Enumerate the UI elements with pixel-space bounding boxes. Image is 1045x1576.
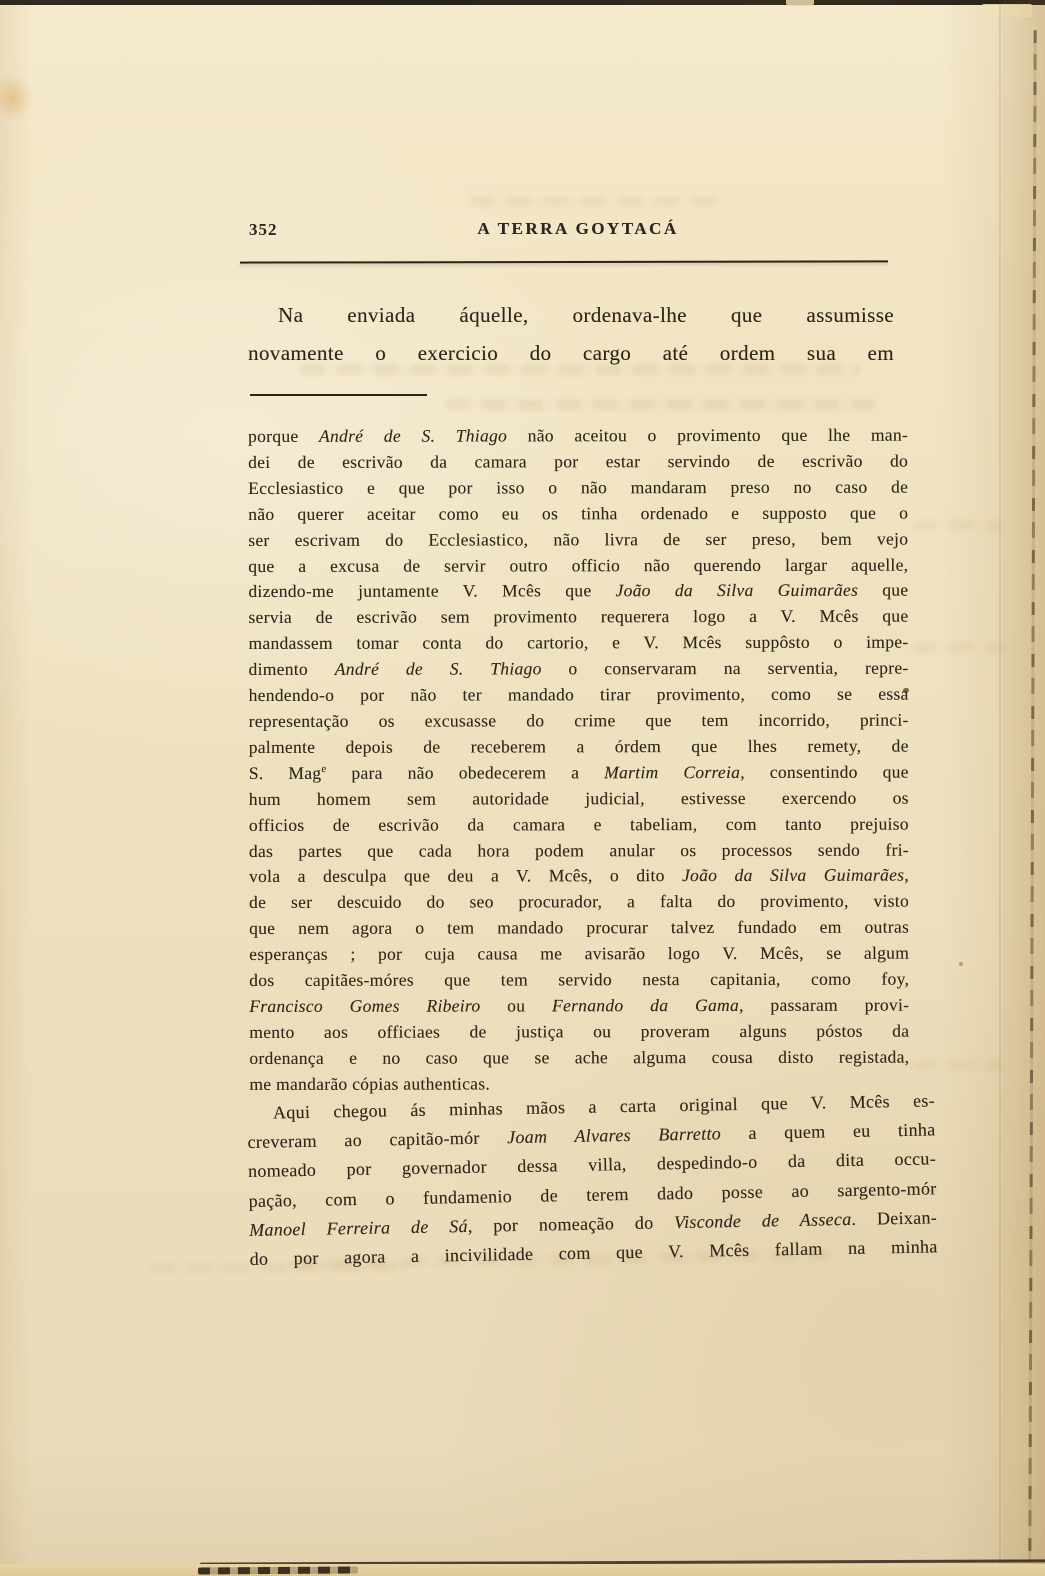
text-line: do por agora a incivilidade com que V. Mcês fallam na minha [249, 1236, 938, 1269]
text-line: Na enviada áquelle, ordenava-lhe que assumisse [278, 303, 894, 327]
text-line: que a excusa de servir outro officio não querendo largar aquelle, [248, 554, 909, 576]
text-line: mento aos officiaes de justiça ou proveram alguns póstos da [249, 1020, 910, 1042]
text-line: servia de escrivão sem provimento requerera logo a V. Mcês que [248, 605, 909, 628]
text-line: dei de escrivão da camara por estar servindo de escrivão do [248, 450, 909, 472]
text-line: me mandarão cópias authenticas. [249, 1073, 490, 1094]
quote-separator-rule [250, 394, 427, 396]
page-header-title: A TERRA GOYTACÁ [477, 219, 679, 238]
bleed-through-artifact [445, 399, 875, 410]
intro-paragraph [248, 296, 894, 372]
text-line: creveram ao capitão-mór Joam Alvares Barretto a quem eu tinha [247, 1119, 936, 1153]
text-line: Ecclesiastico e que por isso o não mandaram preso no caso de [248, 476, 909, 498]
text-line: das partes que cada hora podem anular os processos sendo fri- [248, 839, 909, 861]
scan-top-edge-notch [786, 0, 814, 6]
page-bottom-edge-texture [198, 1566, 358, 1574]
text-line: novamente o exercicio do cargo até ordem sua em [248, 341, 894, 365]
quoted-letter-block [248, 423, 909, 1098]
bleed-through-artifact [912, 642, 1007, 653]
text-line: pação, com o fundamenio de terem dado posse ao sargento-mór [248, 1177, 937, 1211]
text-line: officios de escrivão da camara e tabeliam, com tanto prejuiso [248, 813, 909, 835]
closing-paragraph [247, 1086, 938, 1274]
text-line: S. Mag$^e$ para não obedecerem a Martim Correia, consentindo que [248, 761, 909, 783]
bleed-through-artifact [912, 520, 1004, 531]
text-line: ser escrivam do Ecclesiastico, não livra de ser preso, bem vejo [248, 528, 909, 550]
text-line: de ser descuido do seo procurador, a falta do provimento, visto [248, 890, 910, 913]
text-line: dimento André de S. Thiago o conservaram na serventia, repre- [248, 657, 909, 680]
text-line: hendendo-o por não ter mandado tirar provimento, como se essa [248, 683, 909, 706]
text-line: nomeado por governador dessa villa, despedindo-o da dita occu- [247, 1148, 937, 1182]
text-line: dos capitães-móres que tem servido nesta capitania, como foy, [249, 968, 910, 991]
text-line: hum homem sem autoridade judicial, estivesse exercendo os [248, 787, 909, 809]
text-line: representação os excusasse do crime que tem incorrido, princi- [248, 709, 909, 731]
text-line: que nem agora o tem mandado procurar talvez fundado em outras [249, 916, 910, 939]
text-line: porque André de S. Thiago não aceitou o provimento que lhe man- [248, 424, 909, 446]
ink-speck [959, 962, 963, 966]
page-bottom-edge [0, 1564, 1045, 1576]
text-line: palmente depois de receberem a órdem que lhes remety, de [248, 735, 909, 757]
text-line: Aqui chegou ás minhas mãos a carta original que V. Mcês es- [272, 1090, 936, 1123]
text-line: Manoel Ferreira de Sá, por nomeação do Visconde de Asseca. Deixan- [248, 1207, 938, 1240]
text-line: dizendo-me juntamente V. Mcês que João da Silva Guimarães que [248, 580, 909, 602]
page-crease [999, 0, 1001, 1576]
text-line: ordenança e no caso que se ache alguma cousa disto registada, [249, 1046, 910, 1068]
text-line: mandassem tomar conta do cartorio, e V. Mcês suppôsto o impe- [248, 631, 909, 654]
page-right-margin-shading [1002, 0, 1045, 1576]
bleed-through-artifact [470, 196, 725, 207]
scan-top-edge [0, 0, 1045, 5]
text-line: não querer aceitar como eu os tinha ordenado e supposto que o [248, 502, 909, 524]
bleed-through-artifact [912, 1060, 1002, 1071]
page-number: 352 [249, 220, 278, 239]
header-rule [240, 260, 888, 263]
text-line: vola a desculpa que deu a V. Mcês, o dito João da Silva Guimarães, [248, 865, 909, 887]
text-line: esperanças ; por cuja causa me avisarão logo V. Mcês, se algum [249, 942, 910, 965]
paper-stain [0, 74, 34, 122]
text-line: Francisco Gomes Ribeiro ou Fernando da Gama, passaram provi- [249, 994, 910, 1016]
